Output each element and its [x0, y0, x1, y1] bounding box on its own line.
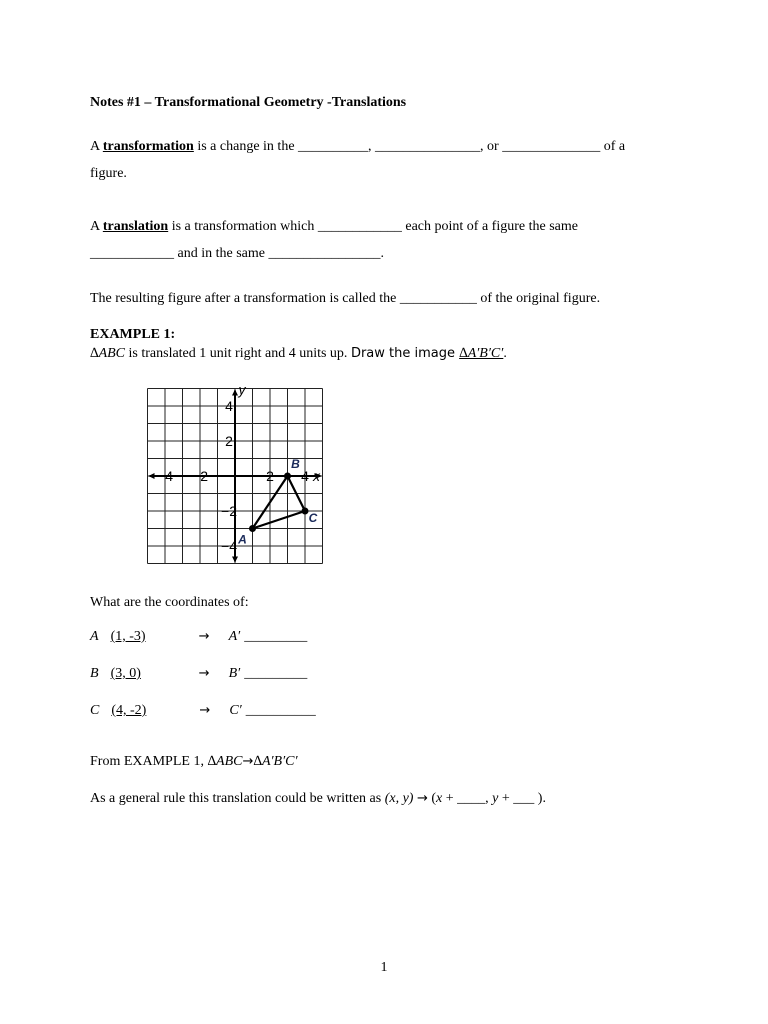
rule-arrow-icon: →: [416, 791, 428, 806]
coordinate-image-blank: _________: [244, 666, 308, 681]
coordinate-image-label: B′: [228, 666, 241, 681]
arrow-icon: →: [198, 629, 210, 644]
rule-plus-1: + ____,: [442, 791, 493, 806]
y-axis-up-arrow-icon: [232, 390, 238, 396]
point-b: [284, 473, 291, 480]
coordinate-label: A: [90, 629, 99, 644]
translation-definition-line1: [90, 218, 578, 236]
coordinate-image-label: C′: [229, 703, 242, 718]
coordinate-label: C: [90, 703, 100, 718]
page-title: Notes #1 – Transformational Geometry -Translations: [90, 95, 407, 110]
point-a: [249, 525, 256, 532]
from-pre: From EXAMPLE 1,: [90, 754, 208, 769]
y-axis-label: y: [238, 381, 246, 398]
translation-pre: A: [90, 219, 103, 234]
from-arrow-icon: →: [242, 754, 254, 769]
example-draw: Draw the image: [350, 346, 460, 361]
general-rule-line: [90, 790, 546, 808]
coordinate-row: [90, 628, 307, 646]
transformation-post: is a change in the __________, _______________, or ______________ of a: [193, 139, 626, 154]
point-label-a: A: [238, 532, 247, 547]
example-mid: is translated 1 unit right and 4 units up.: [125, 346, 351, 361]
coordinates-question: What are the coordinates of:: [90, 595, 249, 610]
coordinate-label: B: [90, 666, 99, 681]
coordinate-value: (1, -3): [110, 629, 146, 644]
example-text: [90, 345, 507, 363]
x-tick-label: −2: [192, 468, 208, 484]
x-tick-label: 4: [301, 468, 309, 484]
y-tick-label: 2: [225, 433, 233, 449]
coordinate-row: [90, 665, 307, 683]
example-image-triangle: ∆A′B′C′: [459, 346, 504, 361]
y-axis-down-arrow-icon: [232, 557, 238, 563]
point-label-c: C: [308, 511, 318, 525]
rule-pre: As a general rule this translation could be written as: [90, 791, 385, 806]
example-triangle: ∆ABC: [90, 346, 126, 361]
graph-axes: [149, 390, 322, 563]
x-axis-label: x: [313, 468, 320, 484]
image-definition-line: The resulting figure after a transformation is called the ___________ of the original figure.: [90, 291, 601, 306]
rule-plus-2: + ___: [498, 791, 538, 806]
rule-xy: (x, y): [384, 791, 414, 806]
coordinate-graph: [145, 380, 330, 570]
x-axis-left-arrow-icon: [149, 473, 155, 479]
translation-term: translation: [102, 219, 169, 234]
arrow-icon: →: [198, 666, 210, 681]
y-tick-label: −2: [221, 503, 237, 519]
page-number: 1: [380, 960, 388, 975]
from-image-triangle: ∆A′B′C′: [253, 754, 298, 769]
transformation-definition-line1: [90, 138, 625, 156]
translation-definition-line2: ____________ and in the same ________________.: [90, 246, 384, 261]
point-c: [302, 508, 309, 515]
rule-y: y: [492, 791, 499, 806]
rule-open: (: [427, 791, 437, 806]
y-tick-label: −4: [221, 538, 237, 554]
coordinate-image-blank: _________: [244, 629, 308, 644]
triangle-outline: [253, 476, 306, 529]
rule-close: ).: [537, 791, 546, 806]
coordinate-row: [90, 702, 316, 720]
arrow-icon: →: [199, 703, 211, 718]
transformation-definition-line2: figure.: [90, 166, 127, 181]
from-example-line: [90, 753, 298, 771]
point-label-b: B: [291, 457, 300, 471]
coordinate-value: (3, 0): [110, 666, 141, 681]
example-heading: EXAMPLE 1:: [90, 327, 176, 342]
translation-post: is a transformation which ____________ each point of a figure the same: [168, 219, 578, 234]
coordinate-image-blank: __________: [245, 703, 316, 718]
y-tick-label: 4: [225, 398, 233, 414]
from-triangle: ∆ABC: [207, 754, 243, 769]
transformation-term: transformation: [102, 139, 194, 154]
coordinate-image-label: A′: [228, 629, 241, 644]
coordinate-value: (4, -2): [111, 703, 147, 718]
x-tick-label: 2: [266, 468, 274, 484]
example-end: .: [503, 346, 507, 361]
x-tick-label: −4: [157, 468, 173, 484]
transformation-pre: A: [90, 139, 103, 154]
rule-x: x: [436, 791, 443, 806]
